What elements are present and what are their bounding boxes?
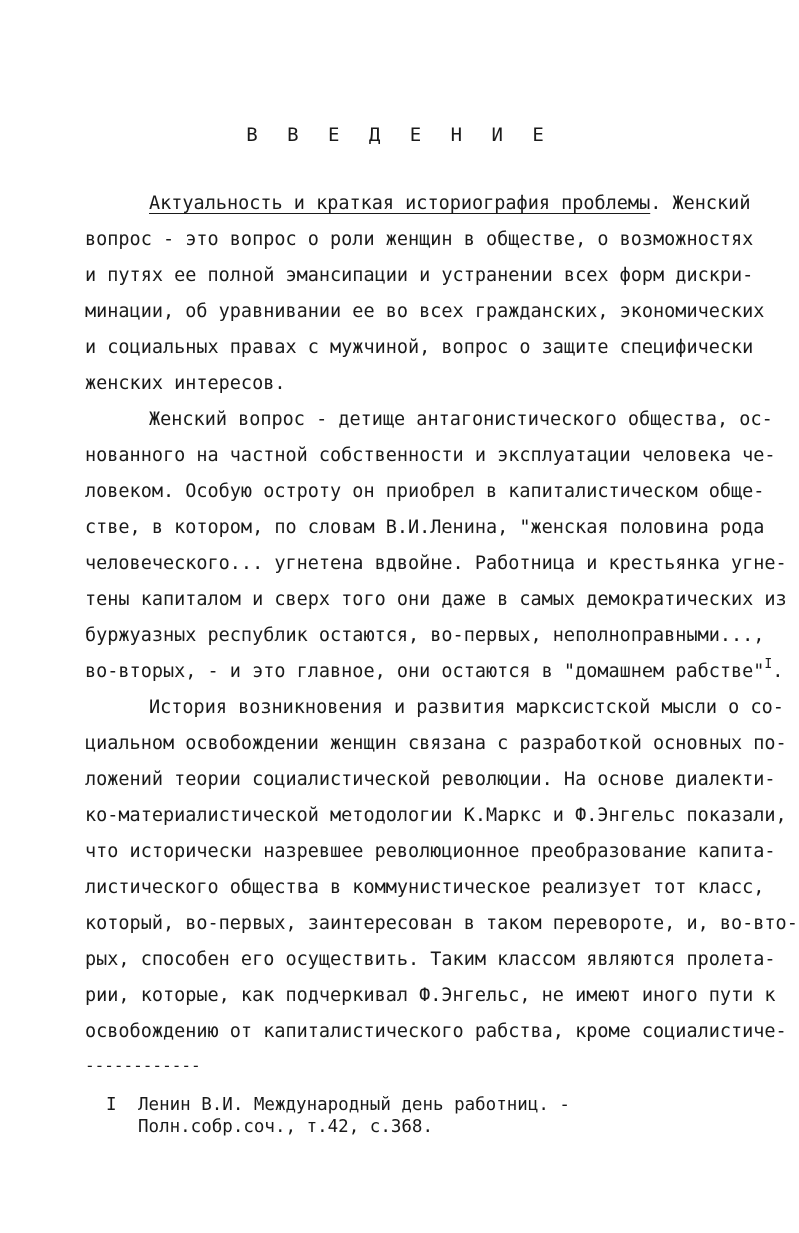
text-line: рии, которые, как подчеркивал Ф.Энгельс, не имеют иного пути к xyxy=(85,985,776,1006)
text-line: вопрос - это вопрос о роли женщин в обществе, о возможностях xyxy=(85,229,754,250)
text-line: рых, способен его осуществить. Таким классом являются пролета- xyxy=(85,949,776,970)
footnote xyxy=(106,1094,570,1138)
text-line: стве, в котором, по словам В.И.Ленина, "женская половина рода xyxy=(85,517,765,538)
footnote-text-1: Ленин В.И. Международный день работниц. - xyxy=(138,1095,570,1115)
text-line: нованного на частной собственности и эксплуатации человека че- xyxy=(85,445,776,466)
footnote-number: I xyxy=(106,1095,117,1115)
text-line: освобождению от капиталистического рабства, кроме социалистиче- xyxy=(85,1021,787,1042)
line-end-period: . xyxy=(772,661,784,682)
text-line: во-вторых, - и это главное, они остаются в "домашнем рабстве" xyxy=(85,661,765,682)
footnote-text-2: Полн.собр.соч., т.42, с.368. xyxy=(138,1117,434,1137)
section-heading-rest: . Женский xyxy=(650,193,751,214)
body-text xyxy=(85,186,798,1050)
text-line: который, во-первых, заинтересован в таком перевороте, и, во-вто- xyxy=(85,913,798,934)
text-line: тены капиталом и сверх того они даже в самых демократических из xyxy=(85,589,787,610)
text-line: буржуазных республик остаются, во-первых, неполноправными..., xyxy=(85,625,765,646)
text-line: ловеком. Особую остроту он приобрел в капиталистическом обще- xyxy=(85,481,765,502)
text-line: и социальных правах с мужчиной, вопрос о защите специфически xyxy=(85,337,754,358)
text-line: и путях ее полной эмансипации и устранении всех форм дискри- xyxy=(85,265,754,286)
text-line: человеческого... угнетена вдвойне. Работница и крестьянка угне- xyxy=(85,553,787,574)
footnote-line-1 xyxy=(106,1094,570,1116)
page-title: В В Е Д Е Н И Е xyxy=(246,124,553,146)
text-line: История возникновения и развития марксистской мысли о со- xyxy=(149,697,784,718)
text-line: Женский вопрос - детище антагонистического общества, ос- xyxy=(149,409,773,430)
text-line: циальном освобождении женщин связана с разработкой основных по- xyxy=(85,733,787,754)
text-line-with-footnote xyxy=(85,654,785,690)
footnote-separator: ------------ xyxy=(85,1056,201,1075)
section-heading: Актуальность и краткая историография проблемы xyxy=(149,193,651,214)
footnote-marker: I xyxy=(764,657,773,672)
text-line: листического общества в коммунистическое реализует тот класс, xyxy=(85,877,765,898)
text-line: минации, об уравнивании ее во всех гражданских, экономических xyxy=(85,301,765,322)
text-line: ко-материалистической методологии К.Маркс и Ф.Энгельс показали, xyxy=(85,805,787,826)
text-line: женских интересов. xyxy=(85,373,286,394)
text-line: что исторически назревшее революционное преобразование капита- xyxy=(85,841,776,862)
text-line: ложений теории социалистической революции. На основе диалекти- xyxy=(85,769,776,790)
text-line-1 xyxy=(85,186,785,222)
